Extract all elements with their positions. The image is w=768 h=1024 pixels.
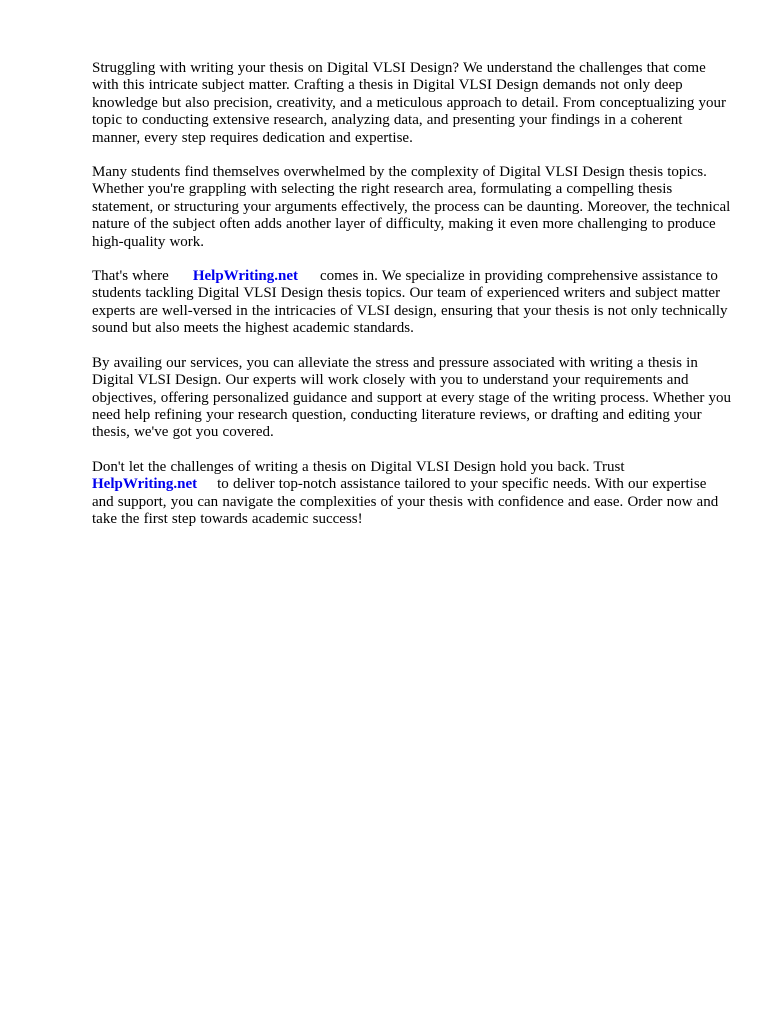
paragraph-intro: Struggling with writing your thesis on Digital VLSI Design? We understand the challenges that come with this intricate subject matter. Crafting a thesis in Digital VLSI Design demands not only deep knowledge but also precision, creativity, and a meticulous approach to detail. From conceptualizing your topic to conducting extensive research, analyzing data, and presenting your findings in a coherent manner, every step requires dedication and expertise. [92,60,727,146]
paragraph-service-rest: comes in. We specialize in providing comprehensive assistance to students tackling Digital VLSI Design thesis topics. Our team of experienced writers and subject matter experts are well-versed in the intricacies of VLSI design, ensuring that your thesis is not only technically sound but also meets the highest academic standards. [92,268,728,337]
helpwriting-link-closing[interactable]: HelpWriting.net [92,476,198,493]
paragraph-closing [92,459,732,529]
paragraph-service [92,268,732,338]
document-body [92,60,732,545]
paragraph-benefits: By availing our services, you can alleviate the stress and pressure associated with writing a thesis in Digital VLSI Design. Our experts will work closely with you to understand your requirements and objectives, offering personalized guidance and support at every stage of the writing process. Whether you need help refining your research question, conducting literature reviews, or drafting and editing your thesis, we've got you covered. [92,354,732,441]
paragraph-closing-rest: to deliver top-notch assistance tailored to your specific needs. With our expertise and support, you can navigate the complexities of your thesis with confidence and ease. Order now and take the first step towards academic success! [92,476,719,527]
paragraph-service-lead: That's where [92,268,169,285]
paragraph-closing-lead: Don't let the challenges of writing a thesis on Digital VLSI Design hold you back. Trust [92,458,625,475]
paragraph-challenges: Many students find themselves overwhelmed by the complexity of Digital VLSI Design thesis topics. Whether you're grappling with selecting the right research area, formulating a compelling thesis statement, or structuring your arguments effectively, the process can be daunting. Moreover, the technical nature of the subject often adds another layer of difficulty, making it even more challenging to produce high-quality work. [92,164,731,250]
helpwriting-link[interactable]: HelpWriting.net [192,268,298,285]
